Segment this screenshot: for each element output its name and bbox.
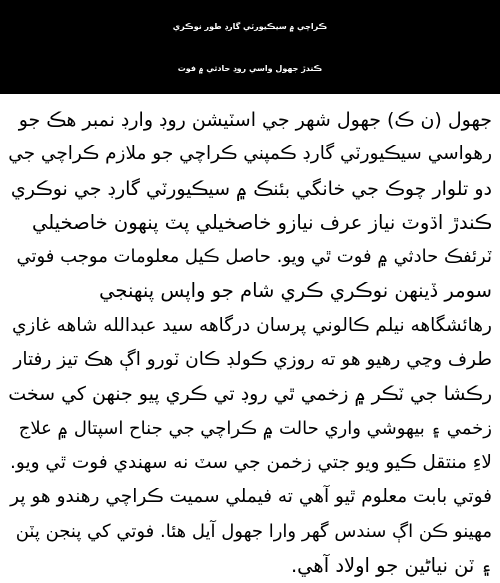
- body-line: رڪشا جي ٽڪر ۾ زخمي ٿي روڊ تي ڪري پيو جنهن کي سخت: [8, 383, 492, 406]
- body-line: طرف وڃي رهيو هو ته روزي ڪولڊ ڪان ٽورو اڳ هڪ تيز رفتار: [13, 349, 492, 371]
- body-line: ٽرئفڪ حادثي ۾ فوت ٿي ويو. حاصل ڪيل معلومات موجب فوتي: [16, 246, 492, 268]
- body-line: جهول (ن ڪ) جهول شهر جي اسٽيشن روڊ وارڊ نمبر هڪ جو: [18, 109, 492, 131]
- body-line: ڪندڙ اڌوٽ نياز عرف نيازو خاصخيلي پٽ پنهون خاصخيلي: [31, 210, 492, 234]
- body-line: زخمي ۽ بيهوشي واري حالت ۾ ڪراچي جي جناح اسپتال ۾ علاج: [18, 417, 492, 439]
- body-line: مهينو ڪن اڳ سندس گهر وارا جهول آيل هئا. فوتي کي پنجن پٽن: [15, 520, 492, 542]
- body-line: دو تلوار چوڪ جي خانگي بئنڪ ۾ سيڪيورٽي گارڊ جي نوڪري: [10, 177, 492, 200]
- body-line: سومر ڏينهن نوڪري ڪري شام جو واپس پنهنجي: [99, 279, 492, 303]
- headline-banner: [0, 0, 500, 94]
- body-line: ۽ ٽن نياڻين جو اولاد آهي.: [290, 553, 492, 577]
- body-line: فوتي بابت معلوم ٿيو آهي ته فيملي سميت ڪراچي رهندو هو پر: [10, 486, 492, 508]
- headline-line-1: ڪراچي ۾ سيڪيورٽي گارڊ طور نوڪري: [172, 22, 328, 31]
- body-line: رهواسي سيڪيورٽي گارڊ ڪمپني ڪراچي جو ملازم ڪراچي جي: [8, 143, 492, 165]
- body-line: رهائشگاهه نيلم ڪالوني پرسان درگاهه سيد عبدالله شاهه غازي: [11, 314, 492, 336]
- body-line: لاءِ منتقل ڪيو ويو جتي زخمن جي سٽ نه سهندي فوت ٿي ويو.: [10, 451, 492, 473]
- article-body: [8, 103, 492, 583]
- headline-line-2: ڪندڙ جهول واسي روڊ حادثي ۾ فوت: [177, 64, 323, 73]
